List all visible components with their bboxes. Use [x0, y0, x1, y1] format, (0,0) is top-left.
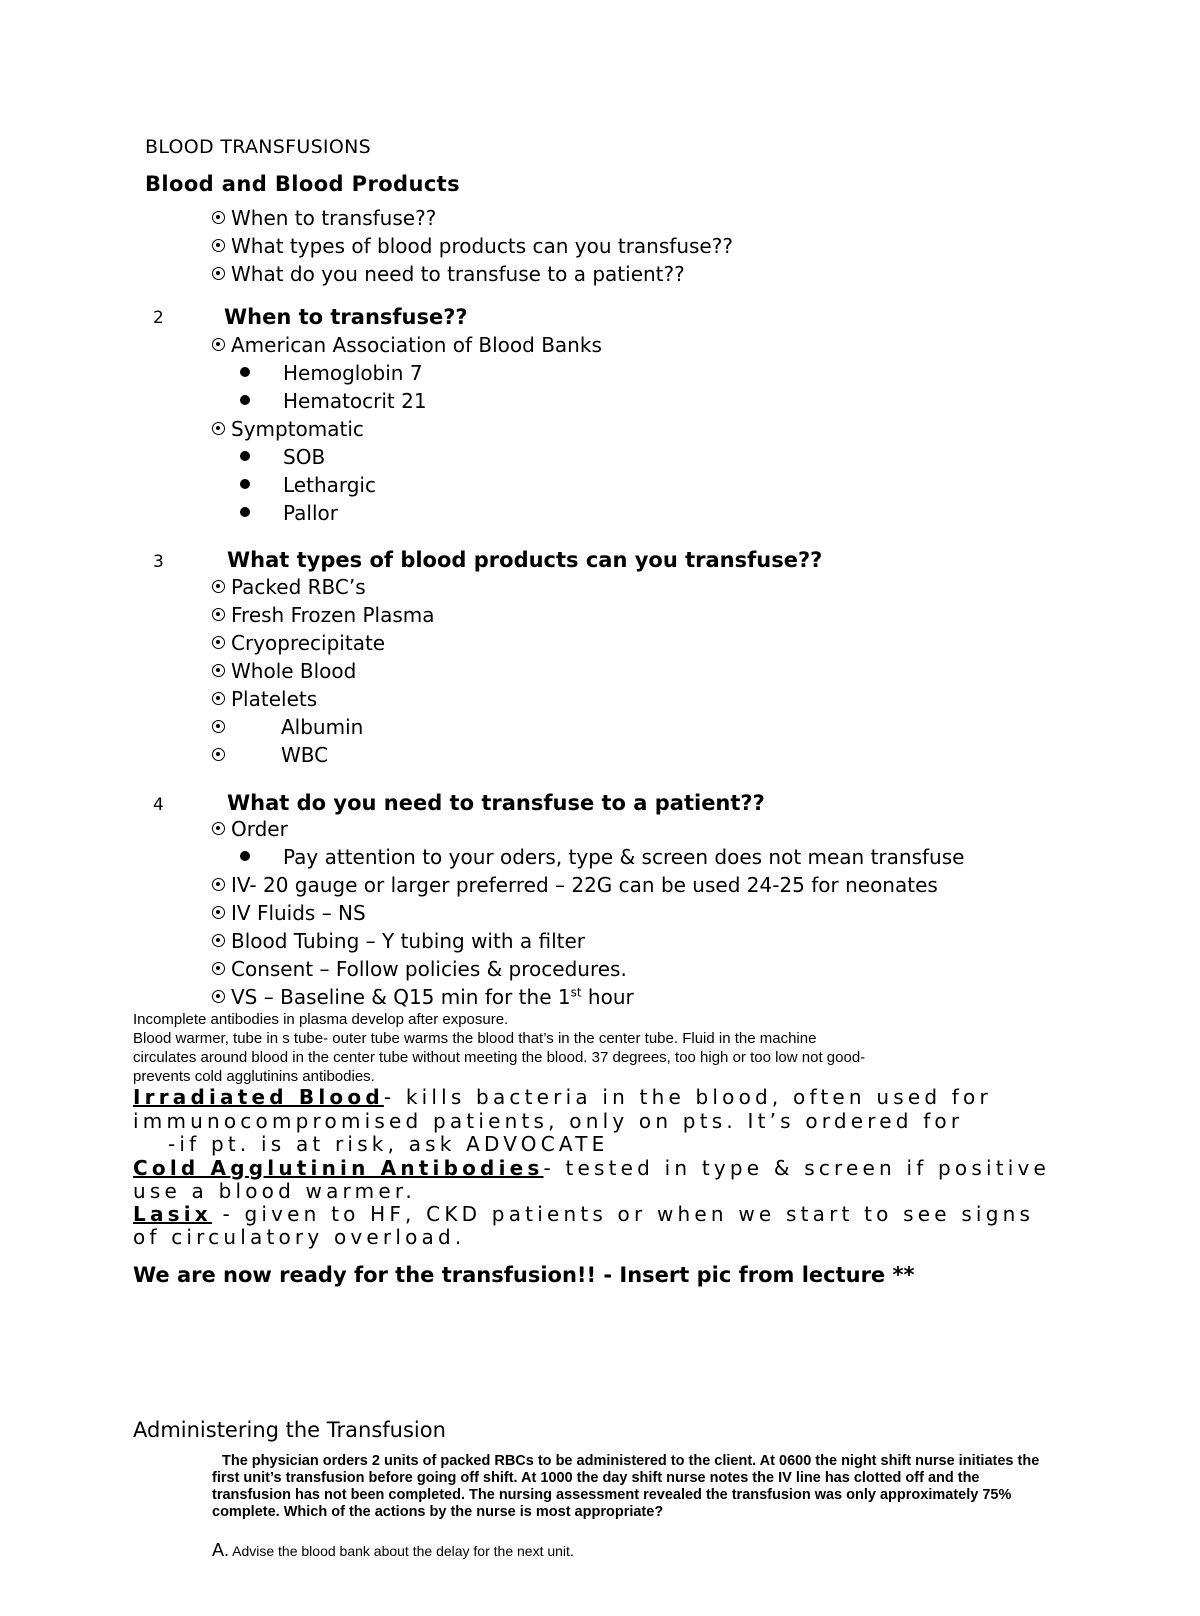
- sub-list-item: Lethargic: [240, 473, 376, 497]
- target-bullet-icon: [212, 692, 225, 705]
- list-item: Albumin: [212, 715, 363, 739]
- list-item: IV- 20 gauge or larger preferred – 22G can be used 24-25 for neonates: [212, 873, 938, 897]
- list-item: Symptomatic: [212, 417, 364, 441]
- irradiated-line: Irradiated Blood- kills bacteria in the blood, often used for: [133, 1085, 992, 1109]
- target-bullet-icon: [212, 822, 225, 835]
- section-heading: What do you need to transfuse to a patient??: [227, 791, 765, 815]
- lasix-line: Lasix - given to HF, CKD patients or when we start to see signs: [133, 1202, 1035, 1226]
- target-bullet-icon: [212, 748, 225, 761]
- answer-option: A. Advise the blood bank about the delay for the next unit.: [212, 1540, 574, 1560]
- target-bullet-icon: [212, 664, 225, 677]
- list-item: Order: [212, 817, 288, 841]
- list-item: Fresh Frozen Plasma: [212, 603, 435, 627]
- sub-list-item: SOB: [240, 445, 325, 469]
- cold-agglutinin-line: Cold Agglutinin Antibodies- tested in type & screen if positive: [133, 1156, 1051, 1180]
- section-heading: Administering the Transfusion: [133, 1418, 446, 1442]
- target-bullet-icon: [212, 608, 225, 621]
- target-bullet-icon: [212, 267, 225, 280]
- section-heading: What types of blood products can you transfuse??: [227, 548, 823, 572]
- target-bullet-icon: [212, 934, 225, 947]
- target-bullet-icon: [212, 962, 225, 975]
- note-line: circulates around blood in the center tube without meeting the blood. 37 degrees, too high or too low not good-: [133, 1049, 866, 1066]
- target-bullet-icon: [212, 239, 225, 252]
- target-bullet-icon: [212, 720, 225, 733]
- dot-bullet-icon: [240, 395, 250, 405]
- question-text: The physician orders 2 units of packed RBCs to be administered to the client. At 0600 the night shift nurse initiates the first unit’s transfusion before going off shift. At 1000 the day shift nurse notes the IV line has clotted off and the transfusion has not been completed. The nursing assessment revealed the transfusion was only approximately 75% complete. Which of the actions by the nurse is most appropriate?: [212, 1453, 1040, 1520]
- dot-bullet-icon: [240, 367, 250, 377]
- list-item: What types of blood products can you transfuse??: [212, 234, 733, 258]
- target-bullet-icon: [212, 211, 225, 224]
- list-item: Consent – Follow policies & procedures.: [212, 957, 627, 981]
- slide-number: 2: [153, 308, 164, 328]
- list-item: What do you need to transfuse to a patient??: [212, 262, 685, 286]
- sub-list-item: Hemoglobin 7: [240, 361, 423, 385]
- term-irradiated-blood: Irradiated Blood: [133, 1085, 384, 1109]
- dot-bullet-icon: [240, 451, 250, 461]
- dot-bullet-icon: [240, 479, 250, 489]
- list-item: Packed RBC’s: [212, 575, 366, 599]
- target-bullet-icon: [212, 878, 225, 891]
- note-line: Incomplete antibodies in plasma develop after exposure.: [133, 1011, 509, 1028]
- list-item: WBC: [212, 743, 328, 767]
- note-line: Blood warmer, tube in s tube- outer tube warms the blood that’s in the center tube. Fluid in the machine: [133, 1030, 817, 1047]
- page-title: BLOOD TRANSFUSIONS: [145, 136, 371, 158]
- dot-bullet-icon: [240, 507, 250, 517]
- irradiated-line: -if pt. is at risk, ask ADVOCATE: [168, 1132, 609, 1156]
- target-bullet-icon: [212, 580, 225, 593]
- list-item: When to transfuse??: [212, 206, 436, 230]
- list-item: Blood Tubing – Y tubing with a filter: [212, 929, 585, 953]
- term-cold-agglutinin: Cold Agglutinin Antibodies: [133, 1156, 544, 1180]
- term-lasix: Lasix: [133, 1202, 212, 1226]
- target-bullet-icon: [212, 990, 225, 1003]
- list-item: IV Fluids – NS: [212, 901, 366, 925]
- cold-agglutinin-line: use a blood warmer.: [133, 1179, 416, 1203]
- list-item: Whole Blood: [212, 659, 356, 683]
- sub-list-item: Pallor: [240, 501, 338, 525]
- note-line: prevents cold agglutinins antibodies.: [133, 1068, 375, 1085]
- list-item: Platelets: [212, 687, 317, 711]
- list-item: Cryoprecipitate: [212, 631, 385, 655]
- sub-list-item: Pay attention to your oders, type & screen does not mean transfuse: [240, 845, 964, 869]
- dot-bullet-icon: [240, 851, 250, 861]
- ready-line: We are now ready for the transfusion!! - Insert pic from lecture **: [133, 1263, 915, 1287]
- list-item: American Association of Blood Banks: [212, 333, 602, 357]
- lasix-line: of circulatory overload.: [133, 1225, 466, 1249]
- slide-number: 4: [153, 795, 164, 815]
- target-bullet-icon: [212, 422, 225, 435]
- sub-list-item: Hematocrit 21: [240, 389, 427, 413]
- target-bullet-icon: [212, 636, 225, 649]
- section-heading: Blood and Blood Products: [145, 172, 461, 196]
- irradiated-line: immunocompromised patients, only on pts. It’s ordered for: [133, 1109, 964, 1133]
- slide-number: 3: [153, 552, 164, 572]
- target-bullet-icon: [212, 338, 225, 351]
- target-bullet-icon: [212, 906, 225, 919]
- list-item: VS – Baseline & Q15 min for the 1st hour: [212, 985, 634, 1009]
- section-heading: When to transfuse??: [224, 305, 468, 329]
